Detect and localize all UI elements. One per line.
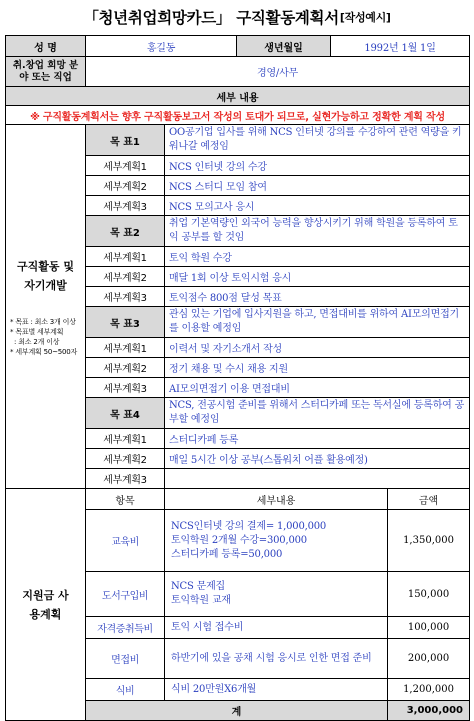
plan-text[interactable]: 매일 5시간 이상 공부(스톱워치 어플 활용예정) [165,449,470,469]
fund-item[interactable]: 자격증취득비 [86,617,165,639]
fund-detail-line: 스터디카페 등록=50,000 [171,548,283,560]
goal-text[interactable]: OO공기업 입사를 위해 NCS 인터넷 강의를 수강하여 관련 역량을 키워나갈 예정임 [165,125,470,156]
goal-text[interactable]: NCS, 전공시험 준비를 위해서 스터디카페 또는 독서실에 등록하여 공부할 예정임 [165,398,470,429]
goal-label: 목 표4 [86,398,165,429]
title-main: 「청년취업희망카드」 구직활동계획서 [83,8,339,27]
plan-text[interactable] [165,469,470,489]
plan-text[interactable]: 토익점수 800점 달성 목표 [165,287,470,307]
plan-label: 세부계획3 [86,378,165,398]
fund-amount[interactable]: 100,000 [388,617,470,639]
plan-label: 세부계획3 [86,469,165,489]
name-value[interactable]: 홍길동 [86,36,237,57]
title-sub: [작성예시] [339,10,391,24]
fund-header-item: 항목 [86,489,165,510]
birth-value[interactable]: 1992년 1월 1일 [331,36,470,57]
goal-text[interactable]: 관심 있는 기업에 입사지원을 하고, 면접대비를 위하여 AI모의면접기를 이용할 예정임 [165,307,470,338]
plan-label: 세부계획1 [86,247,165,267]
plan-label: 세부계획2 [86,449,165,469]
fund-item[interactable]: 식비 [86,679,165,701]
plan-text[interactable]: NCS 스터디 모임 참여 [165,176,470,196]
fund-detail[interactable] [165,639,388,679]
goal-label: 목 표2 [86,216,165,247]
plan-text[interactable]: 이력서 및 자기소개서 작성 [165,338,470,358]
fund-section-title: 지원금 사용계획 [22,588,69,621]
field-value[interactable]: 경영/사무 [86,57,470,87]
fund-header-row [6,489,470,510]
plan-text[interactable]: NCS 모의고사 응시 [165,196,470,216]
fund-detail-line: NCS인터넷 강의 결제= 1,000,000 [171,520,327,532]
activity-notes [10,317,81,357]
fund-amount[interactable]: 1,350,000 [388,510,470,572]
fund-detail[interactable] [165,572,388,617]
plan-text[interactable]: NCS 인터넷 강의 수강 [165,156,470,176]
fund-detail-line: 토익학원 교재 [171,595,231,606]
fund-detail-line: 토익 시험 접수비 [171,621,244,633]
goal-label: 목 표3 [86,307,165,338]
goal-text[interactable]: 취업 기본역량인 외국어 능력을 향상시키기 위해 학원을 등록하여 토익 공부를 할 것임 [165,216,470,247]
plan-label: 세부계획1 [86,156,165,176]
fund-amount[interactable]: 1,200,000 [388,679,470,701]
fund-total-amount: 3,000,000 [388,701,470,721]
activity-note: * 세부계획 50~500자 [10,347,78,356]
plan-label: 세부계획1 [86,429,165,449]
activity-note: * 목표별 세부계획 [10,327,64,336]
plan-text[interactable]: 매달 1회 이상 토익시험 응시 [165,267,470,287]
plan-text[interactable]: AI모의면접기 이용 면접대비 [165,378,470,398]
field-label: 취.창업 희망 분야 또는 직업 [6,57,86,87]
fund-header-amount: 금액 [388,489,470,510]
fund-detail-line: 식비 20만원X6개월 [171,683,257,695]
goal-label: 목 표1 [86,125,165,156]
fund-item[interactable]: 도서구입비 [86,572,165,617]
plan-label: 세부계획3 [86,196,165,216]
fund-total-label: 계 [86,701,388,721]
fund-amount[interactable]: 150,000 [388,572,470,617]
page-title [0,0,474,33]
activity-section-title: 구직활동 및 자기개발 [17,259,74,292]
fund-item[interactable]: 면접비 [86,639,165,679]
plan-text[interactable]: 정기 채용 및 수시 채용 지원 [165,358,470,378]
fund-detail[interactable] [165,679,388,701]
name-label: 성 명 [6,36,86,57]
fund-amount[interactable]: 200,000 [388,639,470,679]
plan-label: 세부계획3 [86,287,165,307]
activity-note: : 최소 2개 이상 [10,337,60,346]
plan-text[interactable]: 스터디카페 등록 [165,429,470,449]
fund-detail-line: 토익학원 2개월 수강=300,000 [171,534,307,546]
job-plan-form [5,35,470,721]
fund-detail[interactable] [165,617,388,639]
plan-label: 세부계획1 [86,338,165,358]
fund-item[interactable]: 교육비 [86,510,165,572]
fund-detail[interactable] [165,510,388,572]
details-header: 세부 내용 [6,87,470,106]
plan-label: 세부계획2 [86,267,165,287]
details-notice: ※ 구직활동계획서는 향후 구직활동보고서 작성의 토대가 되므로, 실현가능하고 정확한 계획 작성 [6,106,470,125]
plan-text[interactable]: 토익 학원 수강 [165,247,470,267]
activity-section-label [6,125,86,489]
plan-label: 세부계획2 [86,176,165,196]
plan-label: 세부계획2 [86,358,165,378]
fund-header-detail: 세부내용 [165,489,388,510]
birth-label: 생년월일 [237,36,331,57]
activity-row [6,125,470,156]
fund-detail-line: NCS 문제집 [171,581,226,592]
activity-note: * 목표 : 최소 3개 이상 [10,317,76,326]
fund-detail-line: 하반기에 있을 공채 시험 응시로 인한 면접 준비 [171,652,372,664]
